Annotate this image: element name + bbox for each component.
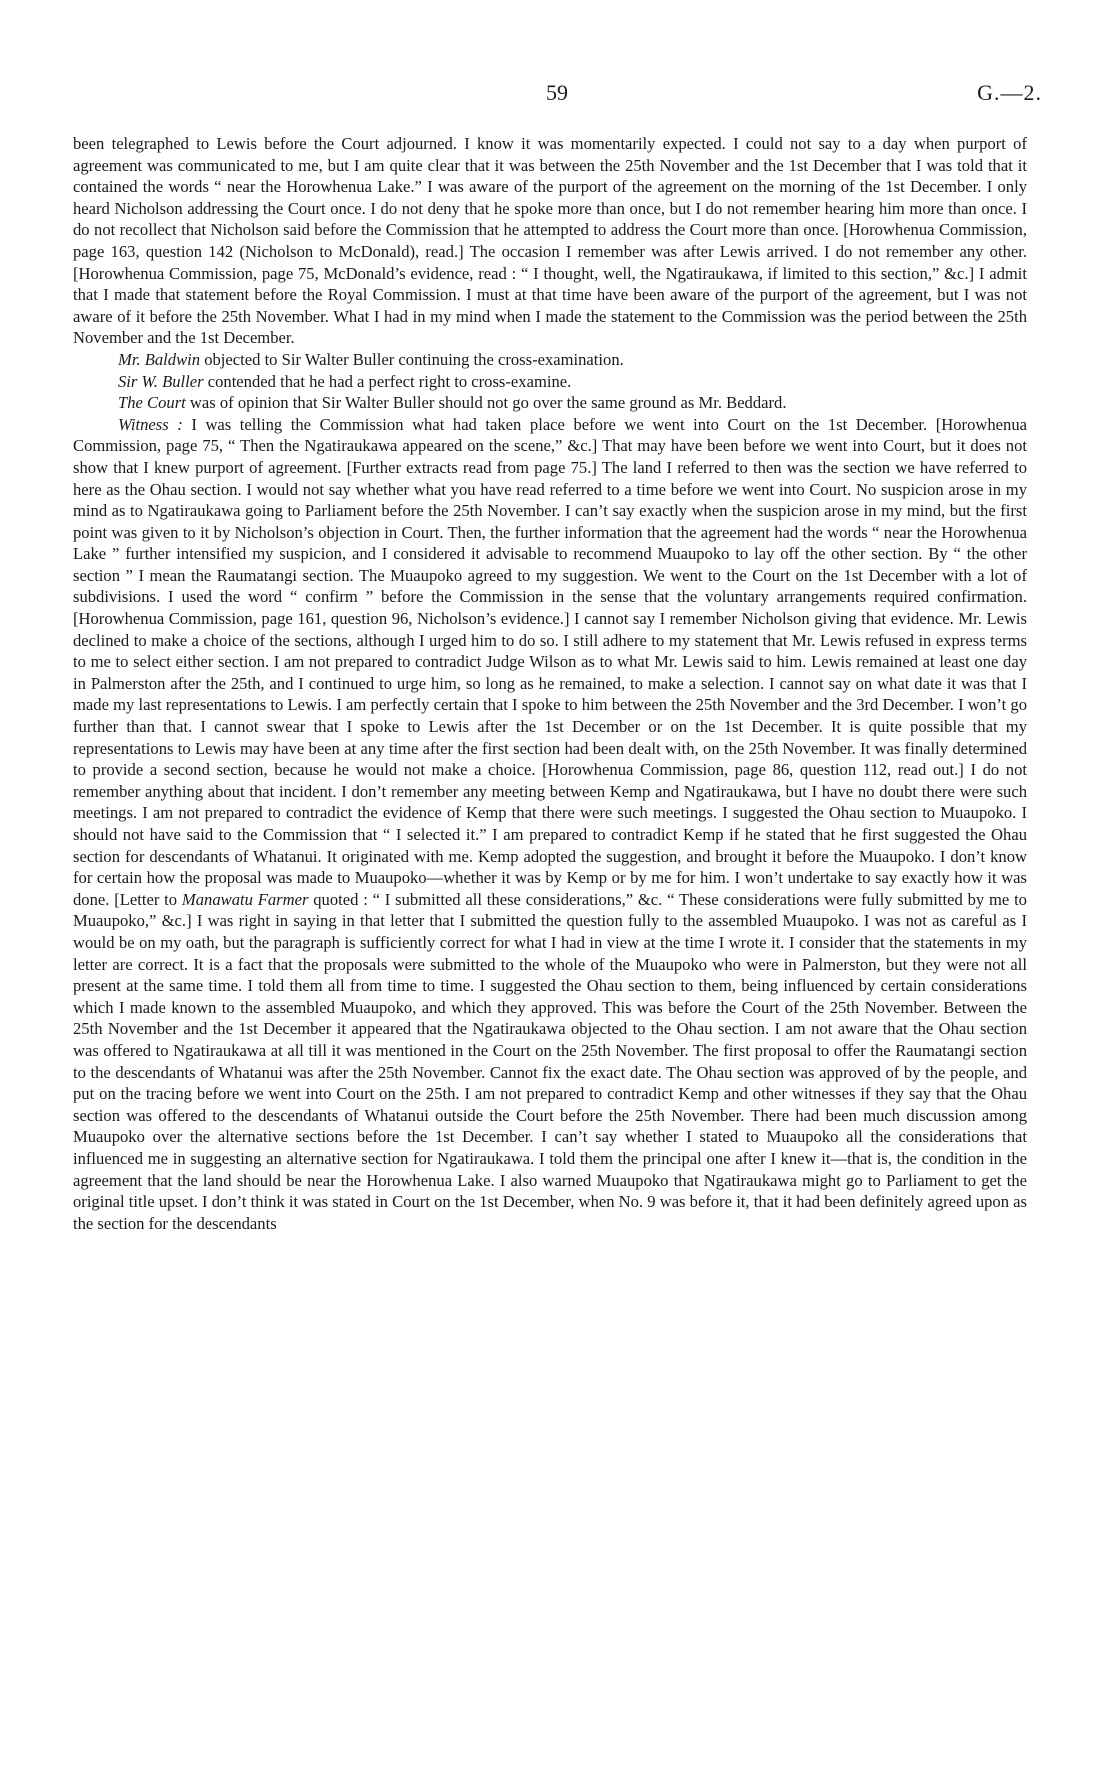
page-header [72, 80, 1042, 114]
paragraph-continuation: been telegraphed to Lewis before the Court adjourned. I know it was momentarily expected. I could not say to a day when purport of agreement was communicated to me, but I am quite clear that it was between the 25th November and the 1st December that I was told that it contained the words “ near the Horowhenua Lake.” I was aware of the purport of the agreement on the morning of the 1st December. I only heard Nicholson addressing the Court once. I do not deny that he spoke more than once, but I do not remember hearing him more than once. I do not recollect that Nicholson said before the Commission that he attempted to address the Court more than once. [Horowhenua Commission, page 163, question 142 (Nicholson to McDonald), read.] The occasion I remember was after Lewis arrived. I do not remember any other. [Horowhenua Commission, page 75, McDonald’s evidence, read : “ I thought, well, the Ngatiraukawa, if limited to this section,” &c.] I admit that I made that statement before the Royal Commission. I must at that time have been aware of the purport of the agreement, but I was not aware of it before the 25th November. What I had in my mind when I made the statement to the Commission was the period between the 25th November and the 1st December. [73, 134, 1027, 348]
newspaper-title: Manawatu Farmer [181, 889, 309, 909]
paragraph-contention [73, 371, 1027, 393]
paragraph-court-ruling [73, 392, 1027, 414]
speaker-name: Sir W. Buller [118, 371, 204, 391]
paragraph-text: contended that he had a perfect right to cross-examine. [203, 371, 572, 391]
document-body [73, 133, 1027, 1234]
paragraph-text: quoted : “ I submitted all these considerations,” &c. “ These considerations were fully submitted by me to Muaupoko,” &c.] I was right in saying in that letter that I submitted the question fully to the assembled Muaupoko. I was not as careful as I would be on my oath, but the paragraph is sufficiently correct for what I had in view at the time I wrote it. I consider that the statements in my letter are correct. It is a fact that the proposals were submitted to the whole of the Muaupoko who were in Palmerston, but they were not all present at the same time. I told them all from time to time. I suggested the Ohau section to them, being influenced by certain considerations which I made known to the assembled Muaupoko, and which they approved. This was before the Court of the 25th November. Between the 25th November and the 1st December it appeared that the Ngatiraukawa objected to the Ohau section. I am not aware that the Ohau section was offered to Ngatiraukawa at all till it was mentioned in the Court on the 25th November. The first proposal to offer the Raumatangi section to the descendants of Whatanui was after the 25th November. Cannot fix the exact date. The Ohau section was approved of by the people, and put on the tracing before we went into Court on the 25th. I am not prepared to contradict Kemp and other witnesses if they say that the Ohau section was offered to the descendants of Whatanui outside the Court before the 25th November. There had been much discussion among Muaupoko over the alternative sections before the 1st December. I can’t say whether I stated to Muaupoko all the considerations that influenced me in suggesting an alternative section for Ngatiraukawa. I told them the principal one after I knew it—that is, the condition in the agreement that the land should be near the Horowhenua Lake. I also warned Muaupoko that Ngatiraukawa might go to Parliament to get the original title upset. I don’t think it was stated in Court on the 1st December, when No. 9 was before it, that it had been definitely agreed upon as the section for the descendants [73, 889, 1027, 1233]
paragraph-text: objected to Sir Walter Buller continuing the cross-examination. [200, 349, 624, 369]
speaker-name: Mr. Baldwin [118, 349, 201, 369]
speaker-name: Witness : [118, 414, 183, 434]
paragraph-objection [73, 349, 1027, 371]
paragraph-witness-testimony [73, 414, 1027, 1235]
page-number: 59 [546, 80, 568, 105]
paragraph-text: was of opinion that Sir Walter Buller should not go over the same ground as Mr. Beddard. [185, 393, 787, 413]
speaker-name: The Court [118, 393, 186, 413]
paragraph-text: I was telling the Commission what had taken place before we went into Court on the 1st December. [Horowhenua Commission, page 75, “ Then the Ngatiraukawa appeared on the scene,” &c.] That may have been before we went into Court, but it does not show that I knew purport of agreement. [Further extracts read from page 75.] The land I referred to then was the section we have referred to here as the Ohau section. I would not say whether what you have read referred to a time before we went into Court. No suspicion arose in my mind as to Ngatiraukawa going to Parliament before the 25th November. I can’t say exactly when the suspicion arose in my mind, but the first point was given to it by Nicholson’s objection in Court. Then, the further information that the agreement had the words “ near the Horowhenua Lake ” further intensified my suspicion, and I considered it advisable to recommend Muaupoko to lay off the other section. By “ the other section ” I mean the Raumatangi section. The Muaupoko agreed to my suggestion. We went to the Court on the 1st December with a lot of subdivisions. I used the word “ confirm ” before the Commission in the sense that the voluntary arrangements required confirmation. [Horowhenua Commission, page 161, question 96, Nicholson’s evidence.] I cannot say I remember Nicholson giving that evidence. Mr. Lewis declined to make a choice of the sections, although I urged him to do so. I still adhere to my statement that Mr. Lewis refused in express terms to me to select either section. I am not prepared to contradict Judge Wilson as to what Mr. Lewis said to him. Lewis remained at least one day in Palmerston after the 25th, and I continued to urge him, so long as he remained, to make a selection. I cannot say on what date it was that I made my last representations to Lewis. I am perfectly certain that I spoke to him between the 25th November and the 3rd December. I won’t go further than that. I cannot swear that I spoke to Lewis after the 1st December or on the 1st December. It is quite possible that my representations to Lewis may have been at any time after the first section had been dealt with, on the 25th November. It was finally determined to provide a second section, because he would not make a choice. [Horowhenua Commission, page 86, question 112, read out.] I do not remember anything about that incident. I don’t remember any meeting between Kemp and Ngatiraukawa, but I have no doubt there were such meetings. I am not prepared to contradict the evidence of Kemp that there were such meetings. I suggested the Ohau section to Muaupoko. I should not have said to the Commission that “ I selected it.” I am prepared to contradict Kemp if he stated that he first suggested the Ohau section for descendants of Whatanui. It originated with me. Kemp adopted the suggestion, and brought it before the Muaupoko. I don’t know for certain how the proposal was made to Muaupoko—whether it was by Kemp or by me for him. I won’t undertake to say exactly how it was done. [Letter to [73, 414, 1027, 909]
document-reference: G.—2. [977, 80, 1042, 105]
